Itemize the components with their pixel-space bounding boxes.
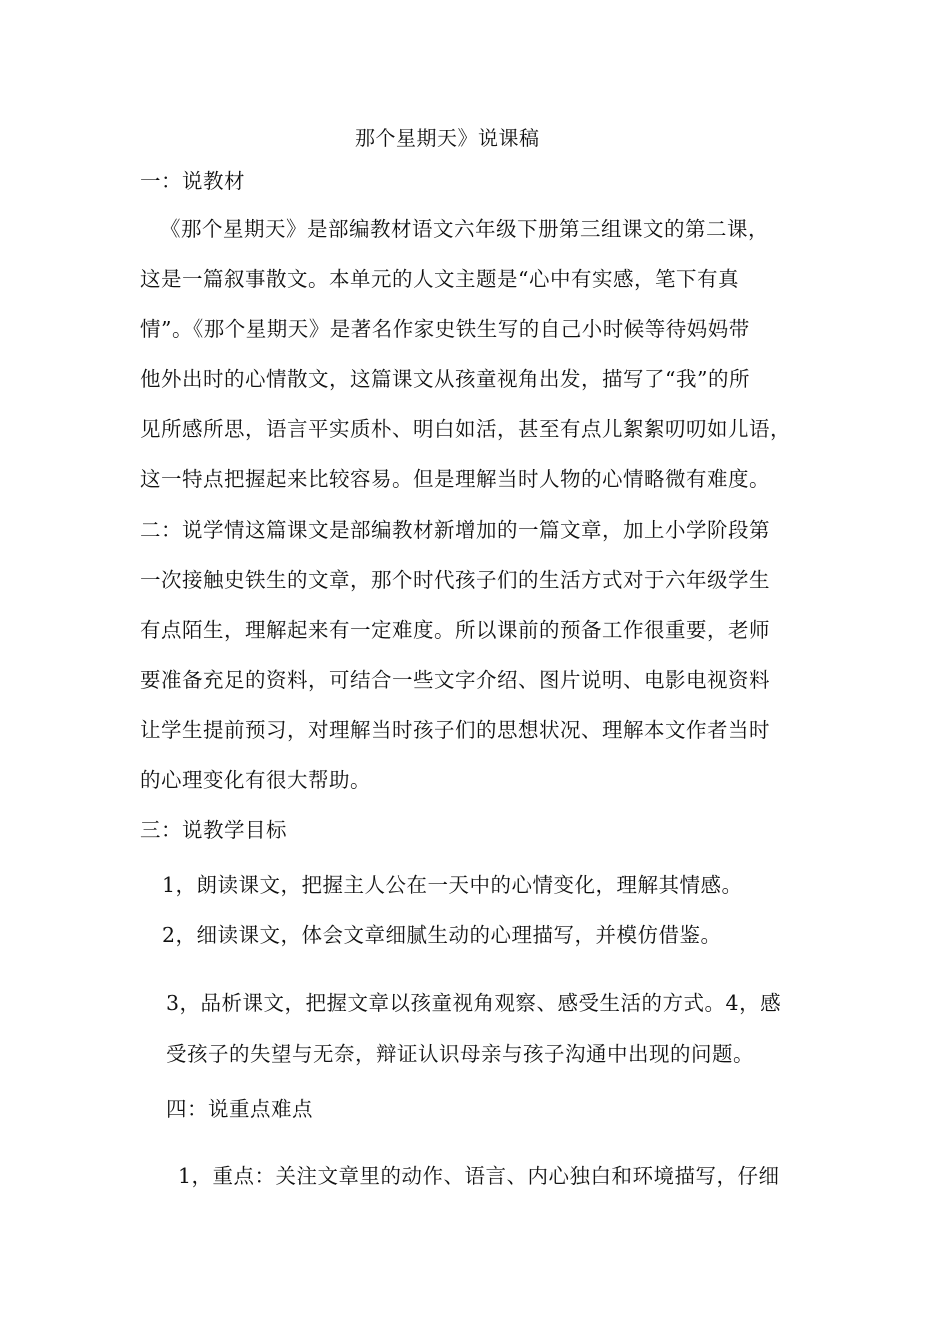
section4-heading: 四：说重点难点 [166,1097,313,1121]
section2-line: 要准备充足的资料，可结合一些文字介绍、图片说明、电影电视资料 [140,668,770,692]
goal-item-continuation: 受孩子的失望与无奈，辩证认识母亲与孩子沟通中出现的问题。 [166,1042,754,1066]
goal-item: 3，品析课文，把握文章以孩童视角观察、感受生活的方式。4，感 [166,991,782,1015]
section2-line: 二：说学情这篇课文是部编教材新增加的一篇文章，加上小学阶段第 [140,518,770,542]
section1-line: 情”。《那个星期天》是著名作家史铁生写的自己小时候等待妈妈带 [140,317,750,341]
section2-line: 的心理变化有很大帮助。 [140,768,371,792]
goal-item: 1，朗读课文，把握主人公在一天中的心情变化，理解其情感。 [162,873,743,897]
document-title: 那个星期天》说课稿 [355,126,540,150]
section1-line: 《那个星期天》是部编教材语文六年级下册第三组课文的第二课， [160,217,769,241]
section3-heading: 三：说教学目标 [140,818,287,842]
section1-line: 他外出时的心情散文，这篇课文从孩童视角出发，描写了“我”的所 [140,367,750,391]
section1-heading: 一：说教材 [140,169,245,193]
section1-line: 见所感所思，语言平实质朴、明白如活，甚至有点儿絮絮叨叨如儿语， [140,417,791,441]
key-point-item: 1，重点：关注文章里的动作、语言、内心独白和环境描写，仔细 [178,1164,780,1188]
section2-line: 有点陌生，理解起来有一定难度。所以课前的预备工作很重要，老师 [140,618,770,642]
section1-line: 这是一篇叙事散文。本单元的人文主题是“心中有实感，笔下有真 [140,267,739,291]
section2-line: 让学生提前预习，对理解当时孩子们的思想状况、理解本文作者当时 [140,718,770,742]
section2-line: 一次接触史铁生的文章，那个时代孩子们的生活方式对于六年级学生 [140,568,770,592]
goal-item: 2，细读课文，体会文章细腻生动的心理描写，并模仿借鉴。 [162,923,722,947]
section1-line: 这一特点把握起来比较容易。但是理解当时人物的心情略微有难度。 [140,467,770,491]
